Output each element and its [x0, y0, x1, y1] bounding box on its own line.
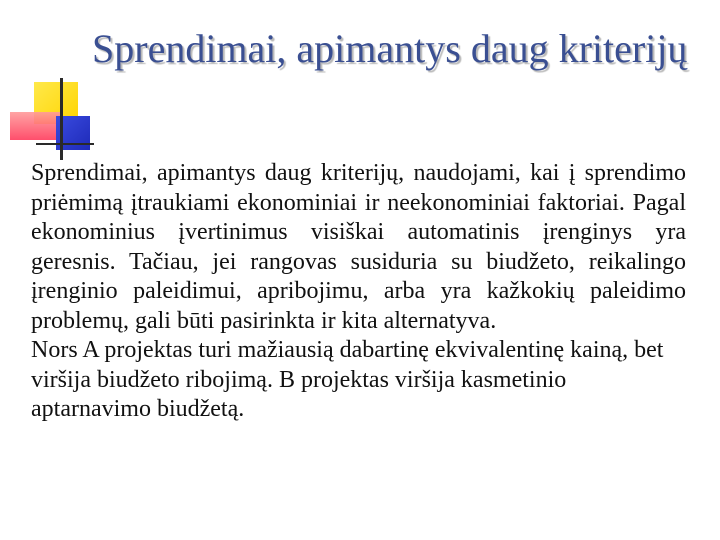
red-rectangle-shape — [10, 112, 62, 140]
slide-body — [31, 159, 686, 425]
paragraph-criteria: Sprendimai, apimantys daug kriterijų, naudojami, kai į sprendimo priėmimą įtraukiami ekonominiai ir neekonominiai faktoriai. Pagal ekonominius įvertinimus visiškai automatinis įrenginys yra geresnis. Tačiau, jei rangovas susiduria su biudžeto, reikalingo įrenginio paleidimui, apribojimu, arba yra kažkokių paleidimo problemų, gali būti pasirinkta ir kita alternatyva. — [31, 160, 686, 334]
paragraph-projects: Nors A projektas turi mažiausią dabartinę ekvivalentinę kainą, bet viršija biudžeto ribojimą. B projektas viršija kasmetinio aptarnavimo biudžetą. — [31, 337, 664, 422]
slide-title: Sprendimai, apimantys daug kriterijų — [92, 26, 688, 71]
vertical-line-shape — [60, 78, 63, 160]
horizontal-line-shape — [36, 143, 94, 145]
